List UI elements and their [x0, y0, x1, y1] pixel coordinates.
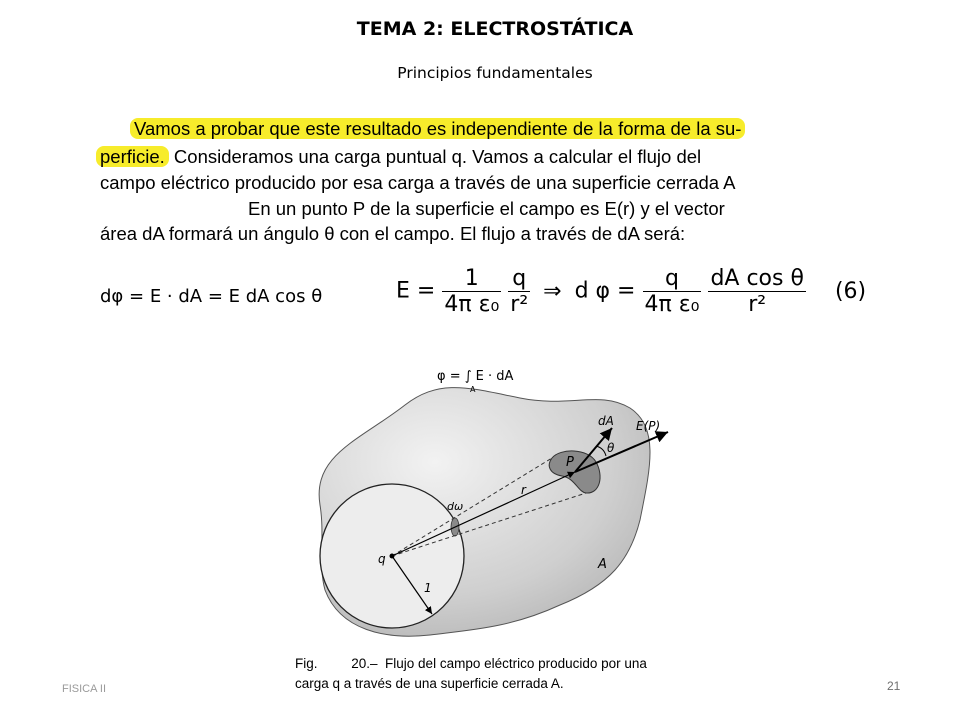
dphi-lhs: d φ = — [574, 278, 636, 304]
equation-number: (6) — [834, 278, 867, 304]
highlight-line-1: Vamos a probar que este resultado es independiente de la forma de la su- — [130, 118, 745, 139]
fraction-1-num: 1 — [442, 266, 501, 292]
highlight-word: perficie. — [96, 146, 169, 167]
fraction-3-num: q — [643, 266, 702, 292]
paragraph-line-3: campo eléctrico producido por esa carga a través de una superficie cerrada A — [100, 172, 736, 193]
label-q: q — [378, 552, 386, 566]
slide-subtitle: Principios fundamentales — [397, 64, 593, 82]
paragraph-line-4: En un punto P de la superficie el campo es E(r) y el vector — [248, 198, 725, 219]
fraction-4-num: dA cos θ — [710, 266, 804, 291]
fraction-2-num: q — [508, 266, 530, 292]
label-r: r — [521, 483, 526, 497]
label-A: A — [598, 557, 607, 572]
paragraph-line-5: área dA formará un ángulo θ con el campo. El flujo a través de dA será: — [100, 223, 686, 244]
paragraph-line-2-rest: Consideramos una carga puntual q. Vamos a calcular el flujo del — [168, 146, 702, 167]
caption-line-2: carga q a través de una superficie cerrada A. — [295, 676, 564, 691]
caption-line-1: Fig. 20.– Flujo del campo eléctrico producido por una — [295, 656, 647, 671]
slide-title: TEMA 2: ELECTROSTÁTICA — [356, 18, 634, 40]
label-P: P — [566, 455, 574, 470]
label-E: E(P) — [636, 419, 661, 433]
implies-symbol: ⇒ — [543, 278, 562, 304]
fraction-4-den: r² — [748, 292, 767, 317]
footer-course: FISICA II — [62, 683, 107, 695]
flux-element-equation: dφ = E · dA = E dA cos θ — [100, 286, 323, 307]
footer-page-number: 21 — [887, 679, 901, 693]
flux-formula: φ = ∫ E · dA — [437, 369, 514, 384]
label-domega: dω — [447, 500, 464, 513]
e-lhs: E = — [396, 278, 436, 304]
fraction-3-den: 4π ε₀ — [644, 292, 700, 317]
label-dA: dA — [598, 414, 614, 428]
fraction-1-den: 4π ε₀ — [444, 292, 500, 317]
label-one: 1 — [424, 581, 432, 595]
flux-formula-subscript: A — [470, 385, 476, 394]
charge-point — [390, 554, 395, 559]
figure-caption — [295, 654, 647, 694]
fraction-2-den: r² — [510, 292, 529, 317]
label-theta: θ — [607, 441, 615, 455]
